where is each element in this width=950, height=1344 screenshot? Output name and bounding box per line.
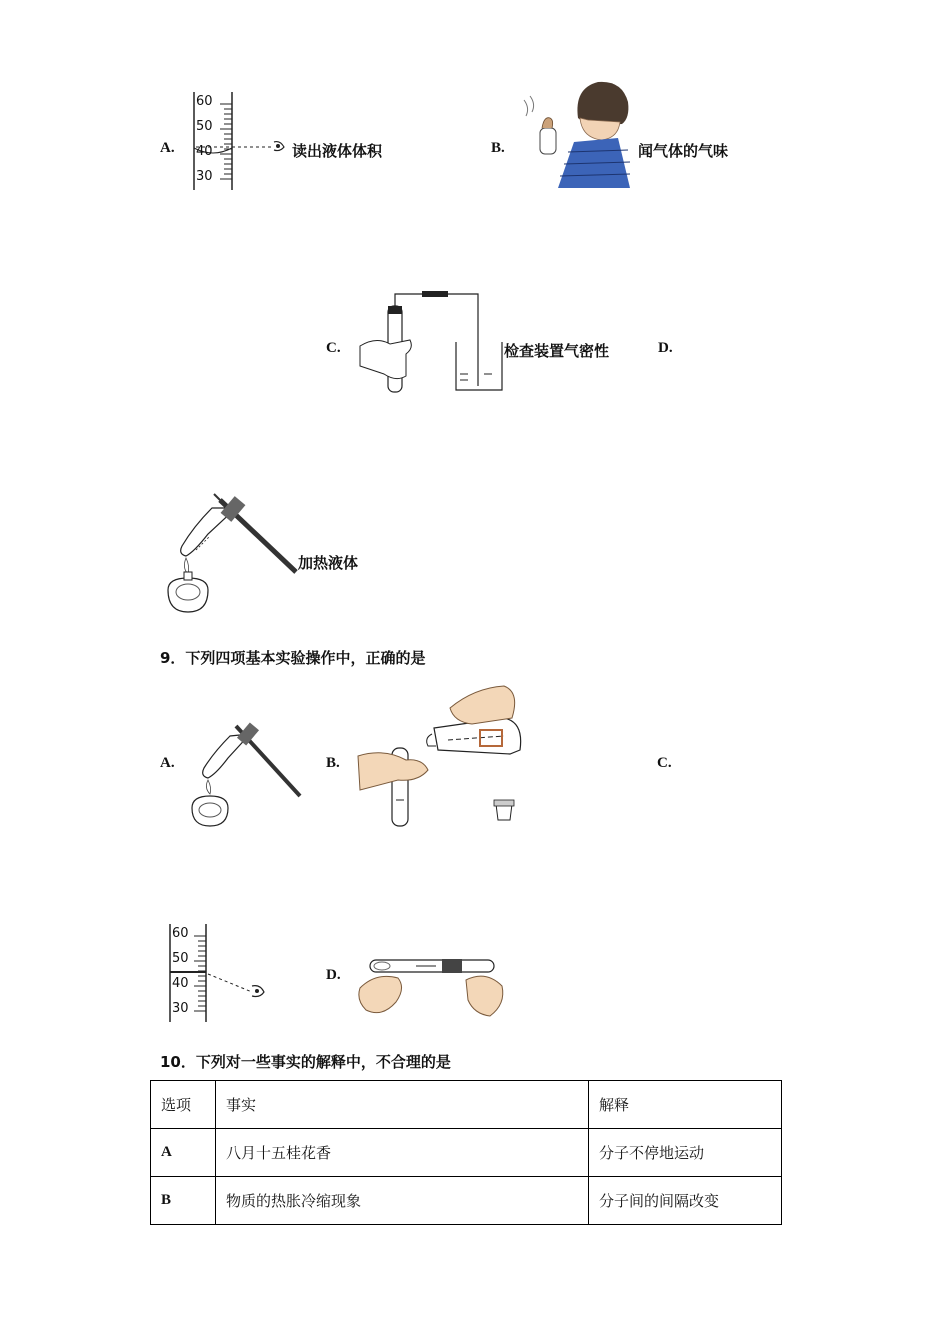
table-cell: 八月十五桂花香	[216, 1129, 589, 1177]
q8-option-d-caption: 加热液体	[298, 554, 359, 572]
q9-option-c-letter: C.	[657, 755, 672, 771]
table-cell: B	[151, 1177, 216, 1225]
cylinder-tick-label: 40	[196, 144, 213, 159]
test-tube-hands-figure	[356, 948, 506, 1022]
cylinder-tick-label: 60	[196, 94, 213, 109]
q8-option-a-letter: A.	[160, 140, 175, 156]
table-row	[151, 1129, 782, 1177]
table-header-cell: 事实	[216, 1081, 589, 1129]
airtightness-check-figure	[356, 286, 502, 396]
q9-title: 9．下列四项基本实验操作中，正确的是	[160, 649, 426, 667]
table-header-cell: 解释	[589, 1081, 782, 1129]
cylinder-tick-label: 40	[172, 976, 189, 991]
table-cell: 分子间的间隔改变	[589, 1177, 782, 1225]
cylinder-tick-label: 50	[172, 951, 189, 966]
table-header-cell: 选项	[151, 1081, 216, 1129]
table-header-row	[151, 1081, 782, 1129]
cylinder-tick-label: 60	[172, 926, 189, 941]
smelling-gas-figure	[518, 78, 636, 190]
cylinder-tick-label: 50	[196, 119, 213, 134]
table-cell: 物质的热胀冷缩现象	[216, 1177, 589, 1225]
heating-liquid-figure	[164, 486, 298, 616]
q8-option-b-letter: B.	[491, 140, 505, 156]
heating-tube-figure	[186, 716, 304, 828]
pouring-liquid-figure	[354, 678, 526, 828]
facts-table	[150, 1080, 782, 1225]
q8-option-a-caption: 读出液体体积	[292, 142, 383, 160]
q8-option-c-letter: C.	[326, 340, 341, 356]
q9-option-b-letter: B.	[326, 755, 340, 771]
table-cell: 分子不停地运动	[589, 1129, 782, 1177]
q8-option-c-caption: 检查装置气密性	[504, 342, 610, 360]
q8-option-b-caption: 闻气体的气味	[638, 142, 729, 160]
q10-title: 10．下列对一些事实的解释中，不合理的是	[160, 1053, 451, 1071]
table-row	[151, 1177, 782, 1225]
table-cell: A	[151, 1129, 216, 1177]
cylinder-tick-label: 30	[172, 1001, 189, 1016]
q8-option-d-letter: D.	[658, 340, 673, 356]
q9-option-a-letter: A.	[160, 755, 175, 771]
q9-option-d-letter: D.	[326, 967, 341, 983]
cylinder-tick-label: 30	[196, 169, 213, 184]
